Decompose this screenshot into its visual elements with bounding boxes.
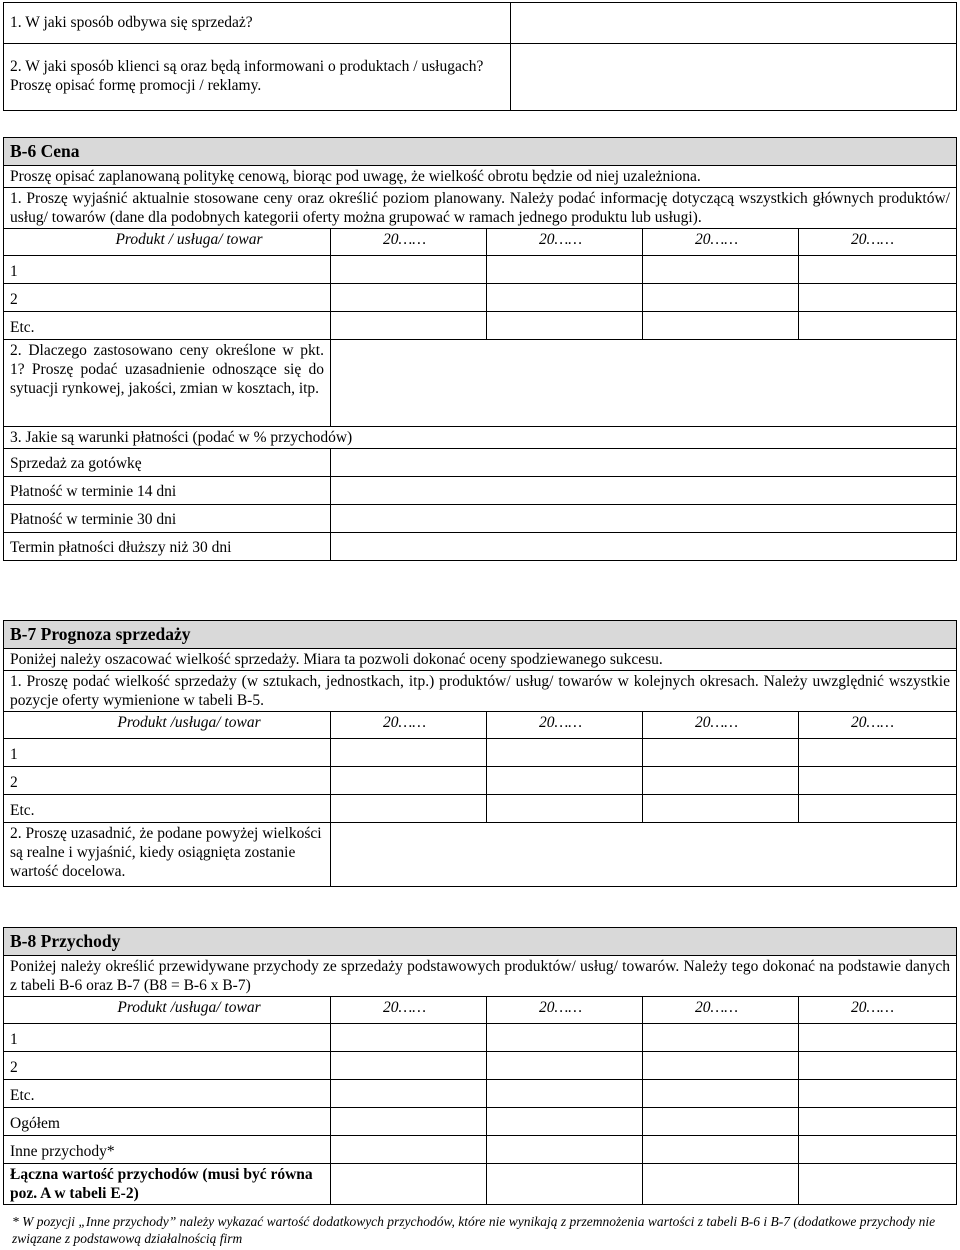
b8-col-year-1: 20…… xyxy=(331,997,487,1024)
b6-col-year-4: 20…… xyxy=(799,229,957,256)
b6-cell[interactable] xyxy=(487,256,643,284)
b8-total-label: Łączna wartość przychodów (musi być równa poz. A w tabeli E-2) xyxy=(4,1164,331,1205)
b6-title: B-6 Cena xyxy=(4,138,957,166)
b8-cell[interactable] xyxy=(643,1024,799,1052)
b7-row-label: Etc. xyxy=(4,795,331,823)
b8-cell[interactable] xyxy=(799,1136,957,1164)
b6-row-label: 2 xyxy=(4,284,331,312)
b7-row-label: 2 xyxy=(4,767,331,795)
b6-cell[interactable] xyxy=(487,312,643,340)
b7-row-label: 1 xyxy=(4,739,331,767)
b6-cell[interactable] xyxy=(487,284,643,312)
b7-col-product: Produkt /usługa/ towar xyxy=(4,712,331,739)
b8-col-year-2: 20…… xyxy=(487,997,643,1024)
b6-cell[interactable] xyxy=(331,256,487,284)
b6-cell[interactable] xyxy=(643,312,799,340)
b8-cell[interactable] xyxy=(487,1024,643,1052)
b7-intro: Poniżej należy oszacować wielkość sprzedaży. Miara ta pozwoli dokonać oceny spodziewanego sukcesu. xyxy=(4,649,957,671)
b8-cell[interactable] xyxy=(799,1080,957,1108)
b7-answer-2[interactable] xyxy=(331,823,957,887)
b8-cell[interactable] xyxy=(331,1080,487,1108)
b6-cell[interactable] xyxy=(799,284,957,312)
b8-title: B-8 Przychody xyxy=(4,928,957,956)
payment-value[interactable] xyxy=(331,533,957,561)
b7-cell[interactable] xyxy=(487,739,643,767)
b7-cell[interactable] xyxy=(799,739,957,767)
payment-value[interactable] xyxy=(331,505,957,533)
b8-row-label: 2 xyxy=(4,1052,331,1080)
payment-label: Płatność w terminie 30 dni xyxy=(4,505,331,533)
b7-table xyxy=(3,620,957,887)
payment-value[interactable] xyxy=(331,449,957,477)
b8-cell[interactable] xyxy=(331,1024,487,1052)
b7-cell[interactable] xyxy=(487,795,643,823)
b6-cell[interactable] xyxy=(643,256,799,284)
b8-cell[interactable] xyxy=(799,1108,957,1136)
b7-col-year-1: 20…… xyxy=(331,712,487,739)
b8-row-label: Ogółem xyxy=(4,1108,331,1136)
top-questions-table xyxy=(3,2,957,111)
payment-label: Płatność w terminie 14 dni xyxy=(4,477,331,505)
b8-table xyxy=(3,927,957,1205)
b8-cell[interactable] xyxy=(487,1136,643,1164)
b7-col-year-2: 20…… xyxy=(487,712,643,739)
b6-col-year-3: 20…… xyxy=(643,229,799,256)
b8-cell[interactable] xyxy=(487,1052,643,1080)
b8-cell[interactable] xyxy=(331,1136,487,1164)
b8-cell[interactable] xyxy=(331,1108,487,1136)
b8-cell[interactable] xyxy=(331,1164,487,1205)
answer-promotion[interactable] xyxy=(511,44,957,111)
b7-title: B-7 Prognoza sprzedaży xyxy=(4,621,957,649)
b6-question-1: 1. Proszę wyjaśnić aktualnie stosowane ceny oraz określić poziom planowany. Należy podać informację dotyczącą wszystkich głównych produktów/ usług/ towarów (dane dla podobnych kategorii oferty można grupować w ramach jednego produktu lub usługi). xyxy=(4,188,957,229)
b7-question-2: 2. Proszę uzasadnić, że podane powyżej wielkości są realne i wyjaśnić, kiedy osiągnięta zostanie wartość docelowa. xyxy=(4,823,331,887)
b8-row-label: 1 xyxy=(4,1024,331,1052)
b6-question-3: 3. Jakie są warunki płatności (podać w % przychodów) xyxy=(4,427,957,449)
b7-col-year-3: 20…… xyxy=(643,712,799,739)
b6-row-label: 1 xyxy=(4,256,331,284)
payment-label: Termin płatności dłuższy niż 30 dni xyxy=(4,533,331,561)
b8-cell[interactable] xyxy=(643,1052,799,1080)
b8-cell[interactable] xyxy=(799,1052,957,1080)
b8-cell[interactable] xyxy=(799,1024,957,1052)
b6-answer-2[interactable] xyxy=(331,340,957,427)
b8-cell[interactable] xyxy=(643,1164,799,1205)
b8-col-year-4: 20…… xyxy=(799,997,957,1024)
b6-table xyxy=(3,137,957,561)
b6-cell[interactable] xyxy=(331,312,487,340)
b8-cell[interactable] xyxy=(487,1108,643,1136)
b8-intro: Poniżej należy określić przewidywane przychody ze sprzedaży podstawowych produktów/ usług/ towarów. Należy tego dokonać na podstawie danych z tabeli B-6 oraz B-7 (B8 = B-6 x B-7) xyxy=(4,956,957,997)
b7-cell[interactable] xyxy=(487,767,643,795)
b7-cell[interactable] xyxy=(799,767,957,795)
b7-cell[interactable] xyxy=(331,795,487,823)
b6-row-label: Etc. xyxy=(4,312,331,340)
b6-col-product: Produkt / usługa/ towar xyxy=(4,229,331,256)
b6-cell[interactable] xyxy=(331,284,487,312)
b8-cell[interactable] xyxy=(487,1080,643,1108)
b6-intro: Proszę opisać zaplanowaną politykę cenową, biorąc pod uwagę, że wielkość obrotu będzie od niej uzależniona. xyxy=(4,166,957,188)
b8-cell[interactable] xyxy=(799,1164,957,1205)
b6-question-2: 2. Dlaczego zastosowano ceny określone w pkt. 1? Proszę podać uzasadnienie odnoszące się do sytuacji rynkowej, jakości, zmian w kosztach, itp. xyxy=(4,340,331,427)
b6-col-year-1: 20…… xyxy=(331,229,487,256)
b7-cell[interactable] xyxy=(331,767,487,795)
b6-cell[interactable] xyxy=(799,256,957,284)
b8-cell[interactable] xyxy=(643,1108,799,1136)
b8-row-label: Etc. xyxy=(4,1080,331,1108)
question-promotion: 2. W jaki sposób klienci są oraz będą informowani o produktach / usługach? Proszę opisać formę promocji / reklamy. xyxy=(4,44,511,111)
b8-col-year-3: 20…… xyxy=(643,997,799,1024)
b7-cell[interactable] xyxy=(643,739,799,767)
b7-cell[interactable] xyxy=(643,767,799,795)
b6-col-year-2: 20…… xyxy=(487,229,643,256)
b7-cell[interactable] xyxy=(799,795,957,823)
b7-cell[interactable] xyxy=(643,795,799,823)
b8-cell[interactable] xyxy=(331,1052,487,1080)
b7-question-1: 1. Proszę podać wielkość sprzedaży (w sztukach, jednostkach, itp.) produktów/ usług/ towarów w kolejnych okresach. Należy uwzględnić wszystkie pozycje oferty wymienione w tabeli B-5. xyxy=(4,671,957,712)
b7-col-year-4: 20…… xyxy=(799,712,957,739)
b8-row-label: Inne przychody* xyxy=(4,1136,331,1164)
b6-cell[interactable] xyxy=(643,284,799,312)
b6-cell[interactable] xyxy=(799,312,957,340)
b7-cell[interactable] xyxy=(331,739,487,767)
b8-cell[interactable] xyxy=(643,1136,799,1164)
b8-cell[interactable] xyxy=(487,1164,643,1205)
payment-label: Sprzedaż za gotówkę xyxy=(4,449,331,477)
b8-cell[interactable] xyxy=(643,1080,799,1108)
footnote: * W pozycji „Inne przychody” należy wykazać wartość dodatkowych przychodów, które nie wynikają z przemnożenia wartości z tabeli B-6 i B-7 (dodatkowe przychody nie związane z podstawową działalnością firm xyxy=(12,1214,936,1246)
answer-sales-method[interactable] xyxy=(511,3,957,44)
b8-col-product: Produkt /usługa/ towar xyxy=(4,997,331,1024)
payment-value[interactable] xyxy=(331,477,957,505)
question-sales-method: 1. W jaki sposób odbywa się sprzedaż? xyxy=(4,3,511,44)
